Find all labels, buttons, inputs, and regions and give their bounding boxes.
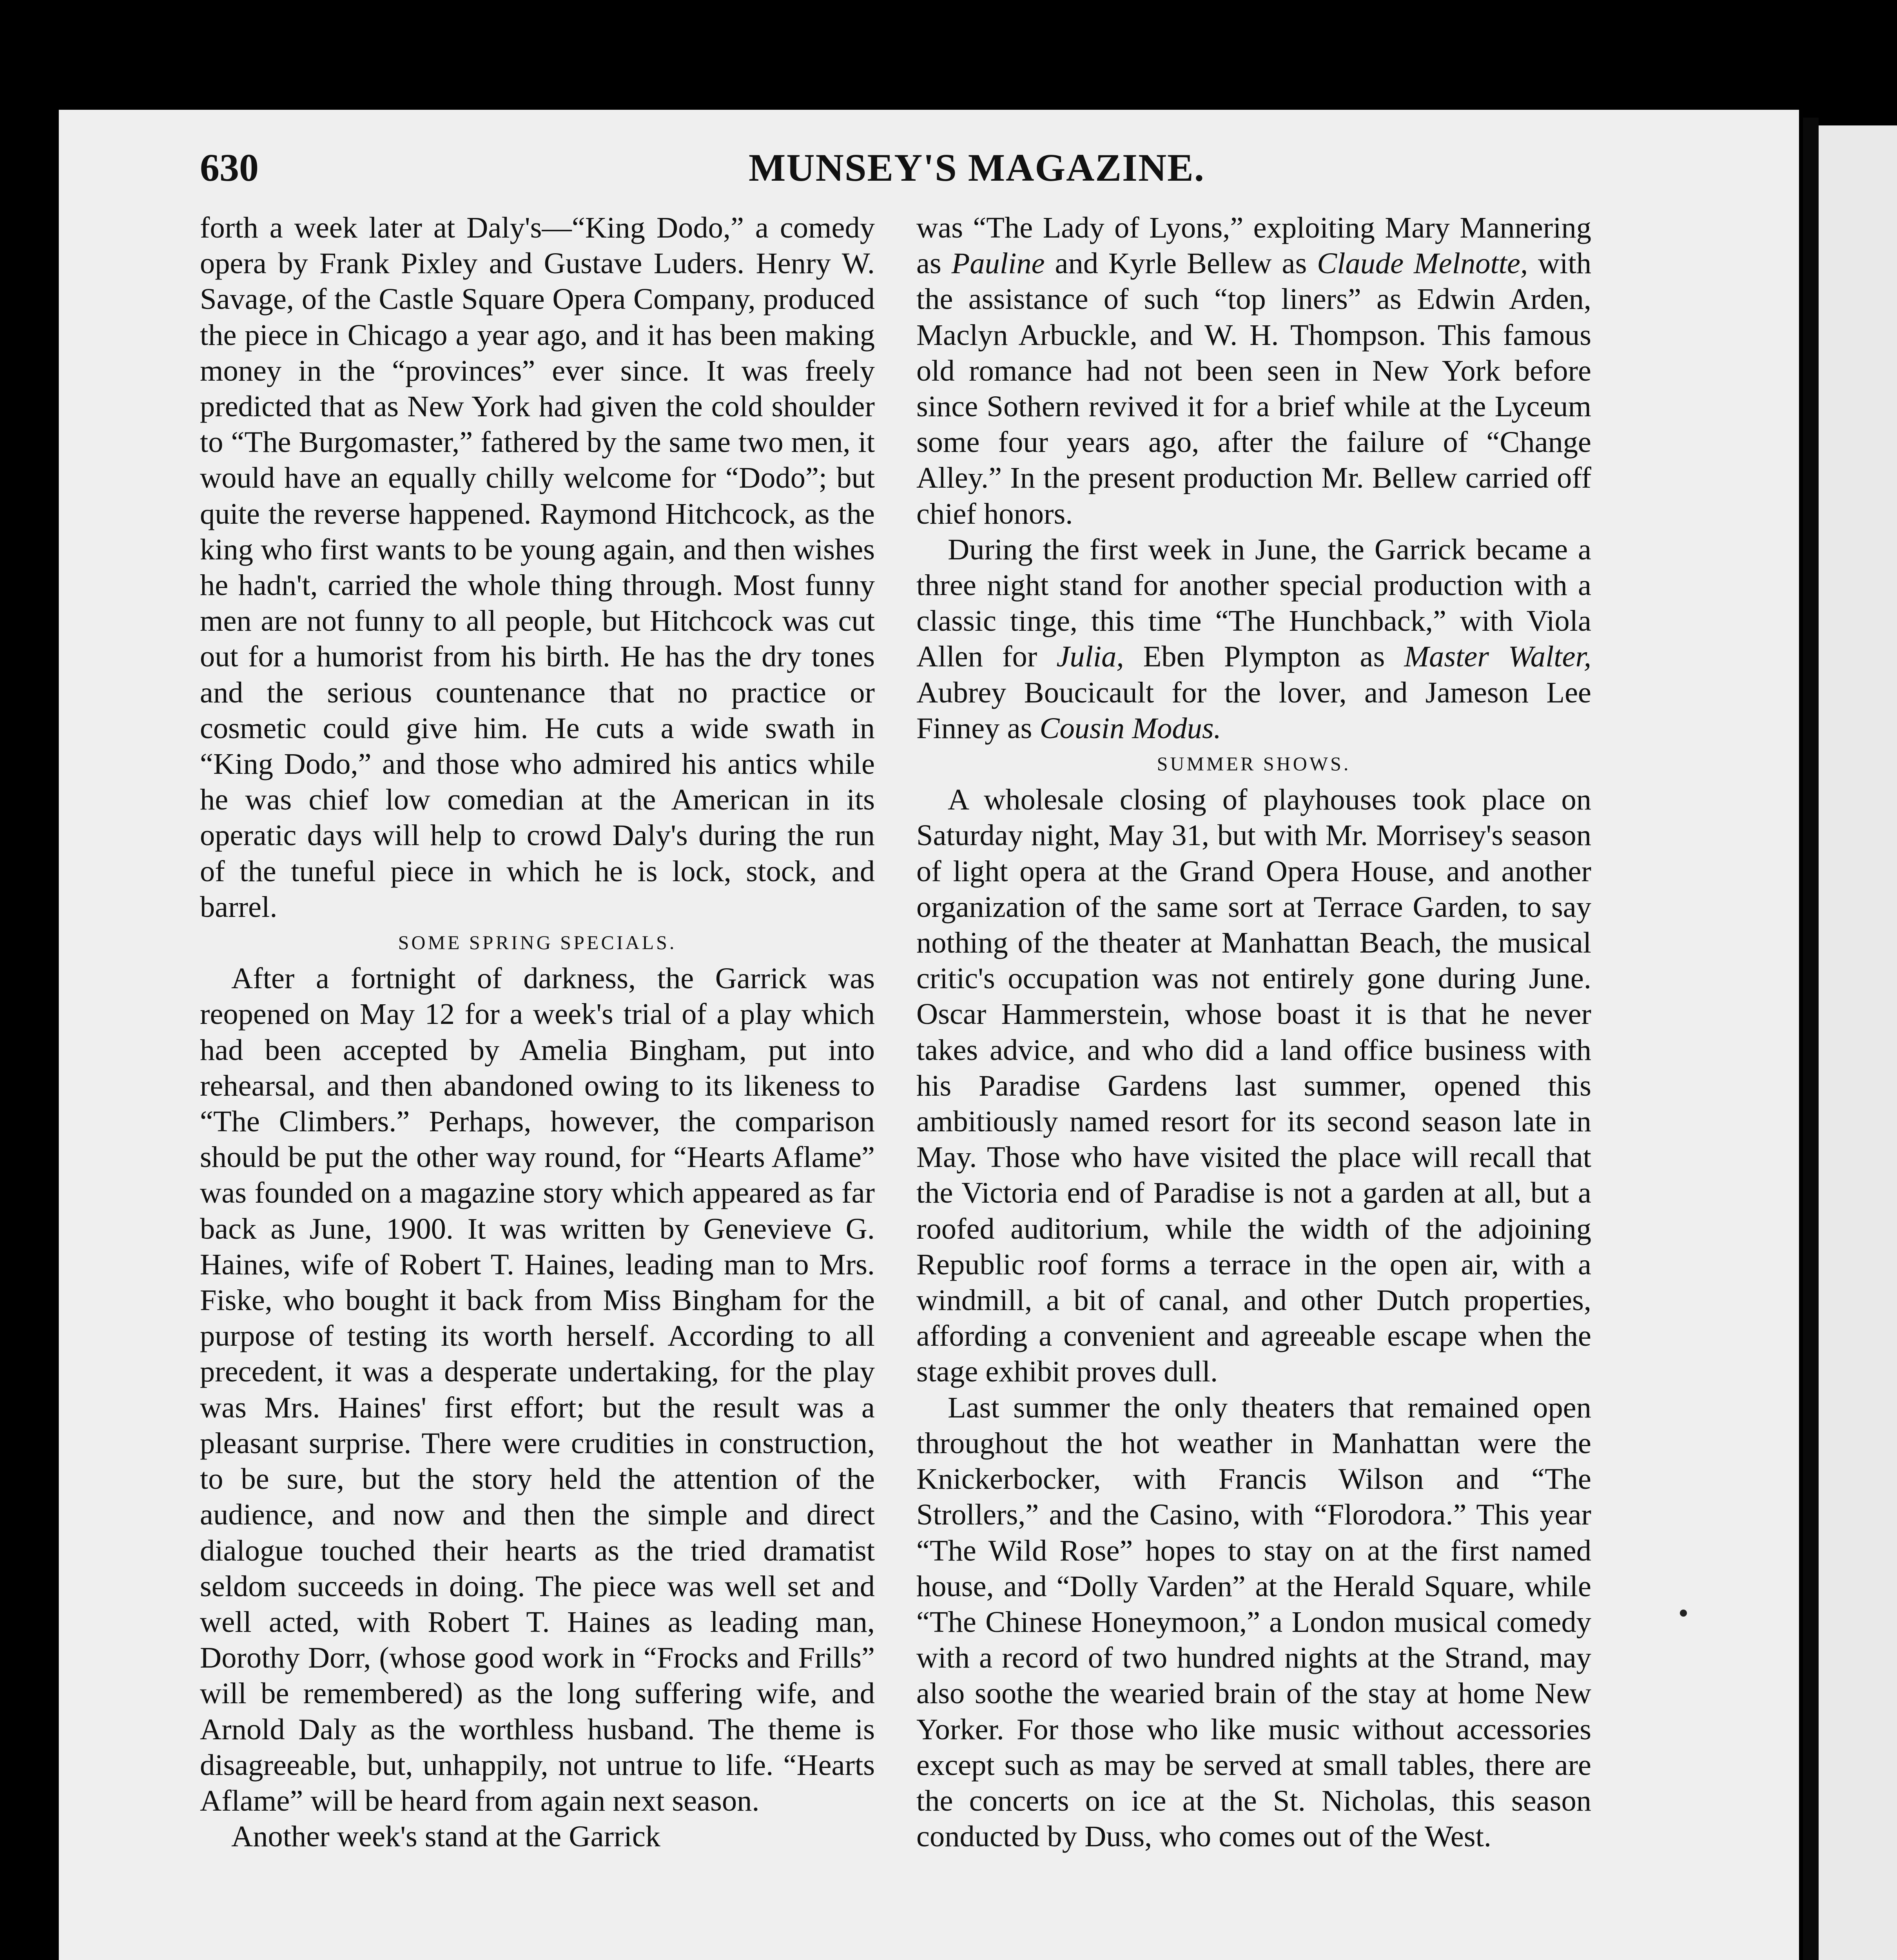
right-paragraph-1 xyxy=(916,210,1591,532)
text-run: and Kyrle Bellew as xyxy=(1045,247,1317,280)
text-run: was “The Lady of Lyons,” exploiting Mary Mannering as xyxy=(916,211,1591,280)
facing-page-edge xyxy=(1819,125,1897,1960)
section-heading-summer-shows: SUMMER SHOWS. xyxy=(1157,753,1351,775)
left-column xyxy=(200,210,875,1854)
text-run: Aubrey Boucicault for the lover, and Jameson Lee Finney as xyxy=(916,675,1591,745)
right-paragraph-2 xyxy=(916,532,1591,746)
text-run: During the first week in June, the Garrick became a three night stand for another special production with a classic tinge, this time “The Hunchback,” with Viola Allen for xyxy=(916,532,1591,673)
page-number: 630 xyxy=(200,146,259,189)
left-paragraph-1: forth a week later at Daly's—“King Dodo,” a comedy opera by Frank Pixley and Gustave Luders. Henry W. Savage, of the Castle Square Opera Company, produced the piece in Chicago a year ago, and it has been making money in the “provinces” ever since. It was freely predicted that as New York had given the cold shoulder to “The Burgomaster,” fathered by the same two men, it would have an equally chilly welcome for “Dodo”; but quite the reverse happened. Raymond Hitchcock, as the king who first wants to be young again, and then wishes he hadn't, carried the whole thing through. Most funny men are not funny to all people, but Hitchcock was cut out for a humorist from his birth. He has the dry tones and the serious countenance that no practice or cosmetic could give him. He cuts a wide swath in “King Dodo,” and those who admired his antics while he was chief low comedian at the American in its operatic days will help to crowd Daly's during the run of the tuneful piece in which he is lock, stock, and barrel. xyxy=(200,211,875,924)
running-title: MUNSEY'S MAGAZINE. xyxy=(749,146,1205,189)
left-paragraph-2: After a fortnight of darkness, the Garrick was reopened on May 12 for a week's trial of a play which had been accepted by Amelia Bingham, put into rehearsal, and then abandoned owing to its likeness to “The Climbers.” Perhaps, however, the comparison should be put the other way round, for “Hearts Aflame” was founded on a magazine story which appeared as far back as June, 1900. It was written by Genevieve G. Haines, wife of Robert T. Haines, leading man to Mrs. Fiske, who bought it back from Miss Bingham for the purpose of testing its worth herself. According to all precedent, it was a desperate undertaking, for the play was Mrs. Haines' first effort; but the result was a pleasant surprise. There were crudities in construction, to be sure, but the story held the attention of the audience, and now and then the simple and direct dialogue touched their hearts as the tried dramatist seldom succeeds in doing. The piece was well set and well acted, with Robert T. Haines as leading man, Dorothy Dorr, (whose good work in “Frocks and Frills” will be remembered) as the long suffering wife, and Arnold Daly as the worthless husband. The theme is disagreeable, but, unhappily, not untrue to life. “Hearts Aflame” will be heard from again next season. xyxy=(200,962,875,1817)
right-paragraph-4: Last summer the only theaters that remained open throughout the hot weather in Manhattan were the Knickerbocker, with Francis Wilson and “The Strollers,” and the Casino, with “Florodora.” This year “The Wild Rose” hopes to stay on at the first named house, and “Dolly Varden” at the Herald Square, while “The Chinese Honeymoon,” a London musical comedy with a record of two hundred nights at the Strand, may also soothe the wearied brain of the stay at home New Yorker. For those who like music without accessories except such as may be served at small tables, there are the concerts on ice at the St. Nicholas, this season conducted by Duss, who comes out of the West. xyxy=(916,1390,1591,1853)
left-paragraph-3: Another week's stand at the Garrick xyxy=(231,1820,661,1853)
right-column xyxy=(916,210,1591,1854)
text-run: with the assistance of such “top liners” as Edwin Arden, Maclyn Arbuckle, and W. H. Thompson. This famous old romance had not been seen in New York before since Sothern revived it for a brief while at the Lyceum some four years ago, after the failure of “Change Alley.” In the present production Mr. Bellew carried off chief honors. xyxy=(916,247,1592,530)
role-name: Claude Melnotte, xyxy=(1317,247,1528,280)
section-heading-spring-specials: SOME SPRING SPECIALS. xyxy=(398,931,677,954)
page-gutter xyxy=(1803,118,1819,1960)
role-name: Pauline xyxy=(951,247,1045,280)
role-name: Cousin Modus. xyxy=(1039,711,1221,745)
text-run: Eben Plympton as xyxy=(1124,640,1404,673)
page-header xyxy=(200,145,1564,200)
right-paragraph-3: A wholesale closing of playhouses took place on Saturday night, May 31, but with Mr. Morrisey's season of light opera at the Grand Opera House, and another organization of the same sort at Terrace Garden, to say nothing of the theater at Manhattan Beach, the musical critic's occupation was not entirely gone during June. Oscar Hammerstein, whose boast it is that he never takes advice, and who did a land office business with his Paradise Gardens last summer, opened this ambitiously named resort for its second season late in May. Those who have visited the place will recall that the Victoria end of Paradise is not a garden at all, but a roofed auditorium, while the width of the adjoining Republic roof forms a terrace in the open air, with a windmill, a bit of canal, and other Dutch properties, affording a convenient and agreeable escape when the stage exhibit proves dull. xyxy=(916,783,1591,1388)
role-name: Julia, xyxy=(1056,640,1124,673)
role-name: Master Walter, xyxy=(1404,640,1592,673)
